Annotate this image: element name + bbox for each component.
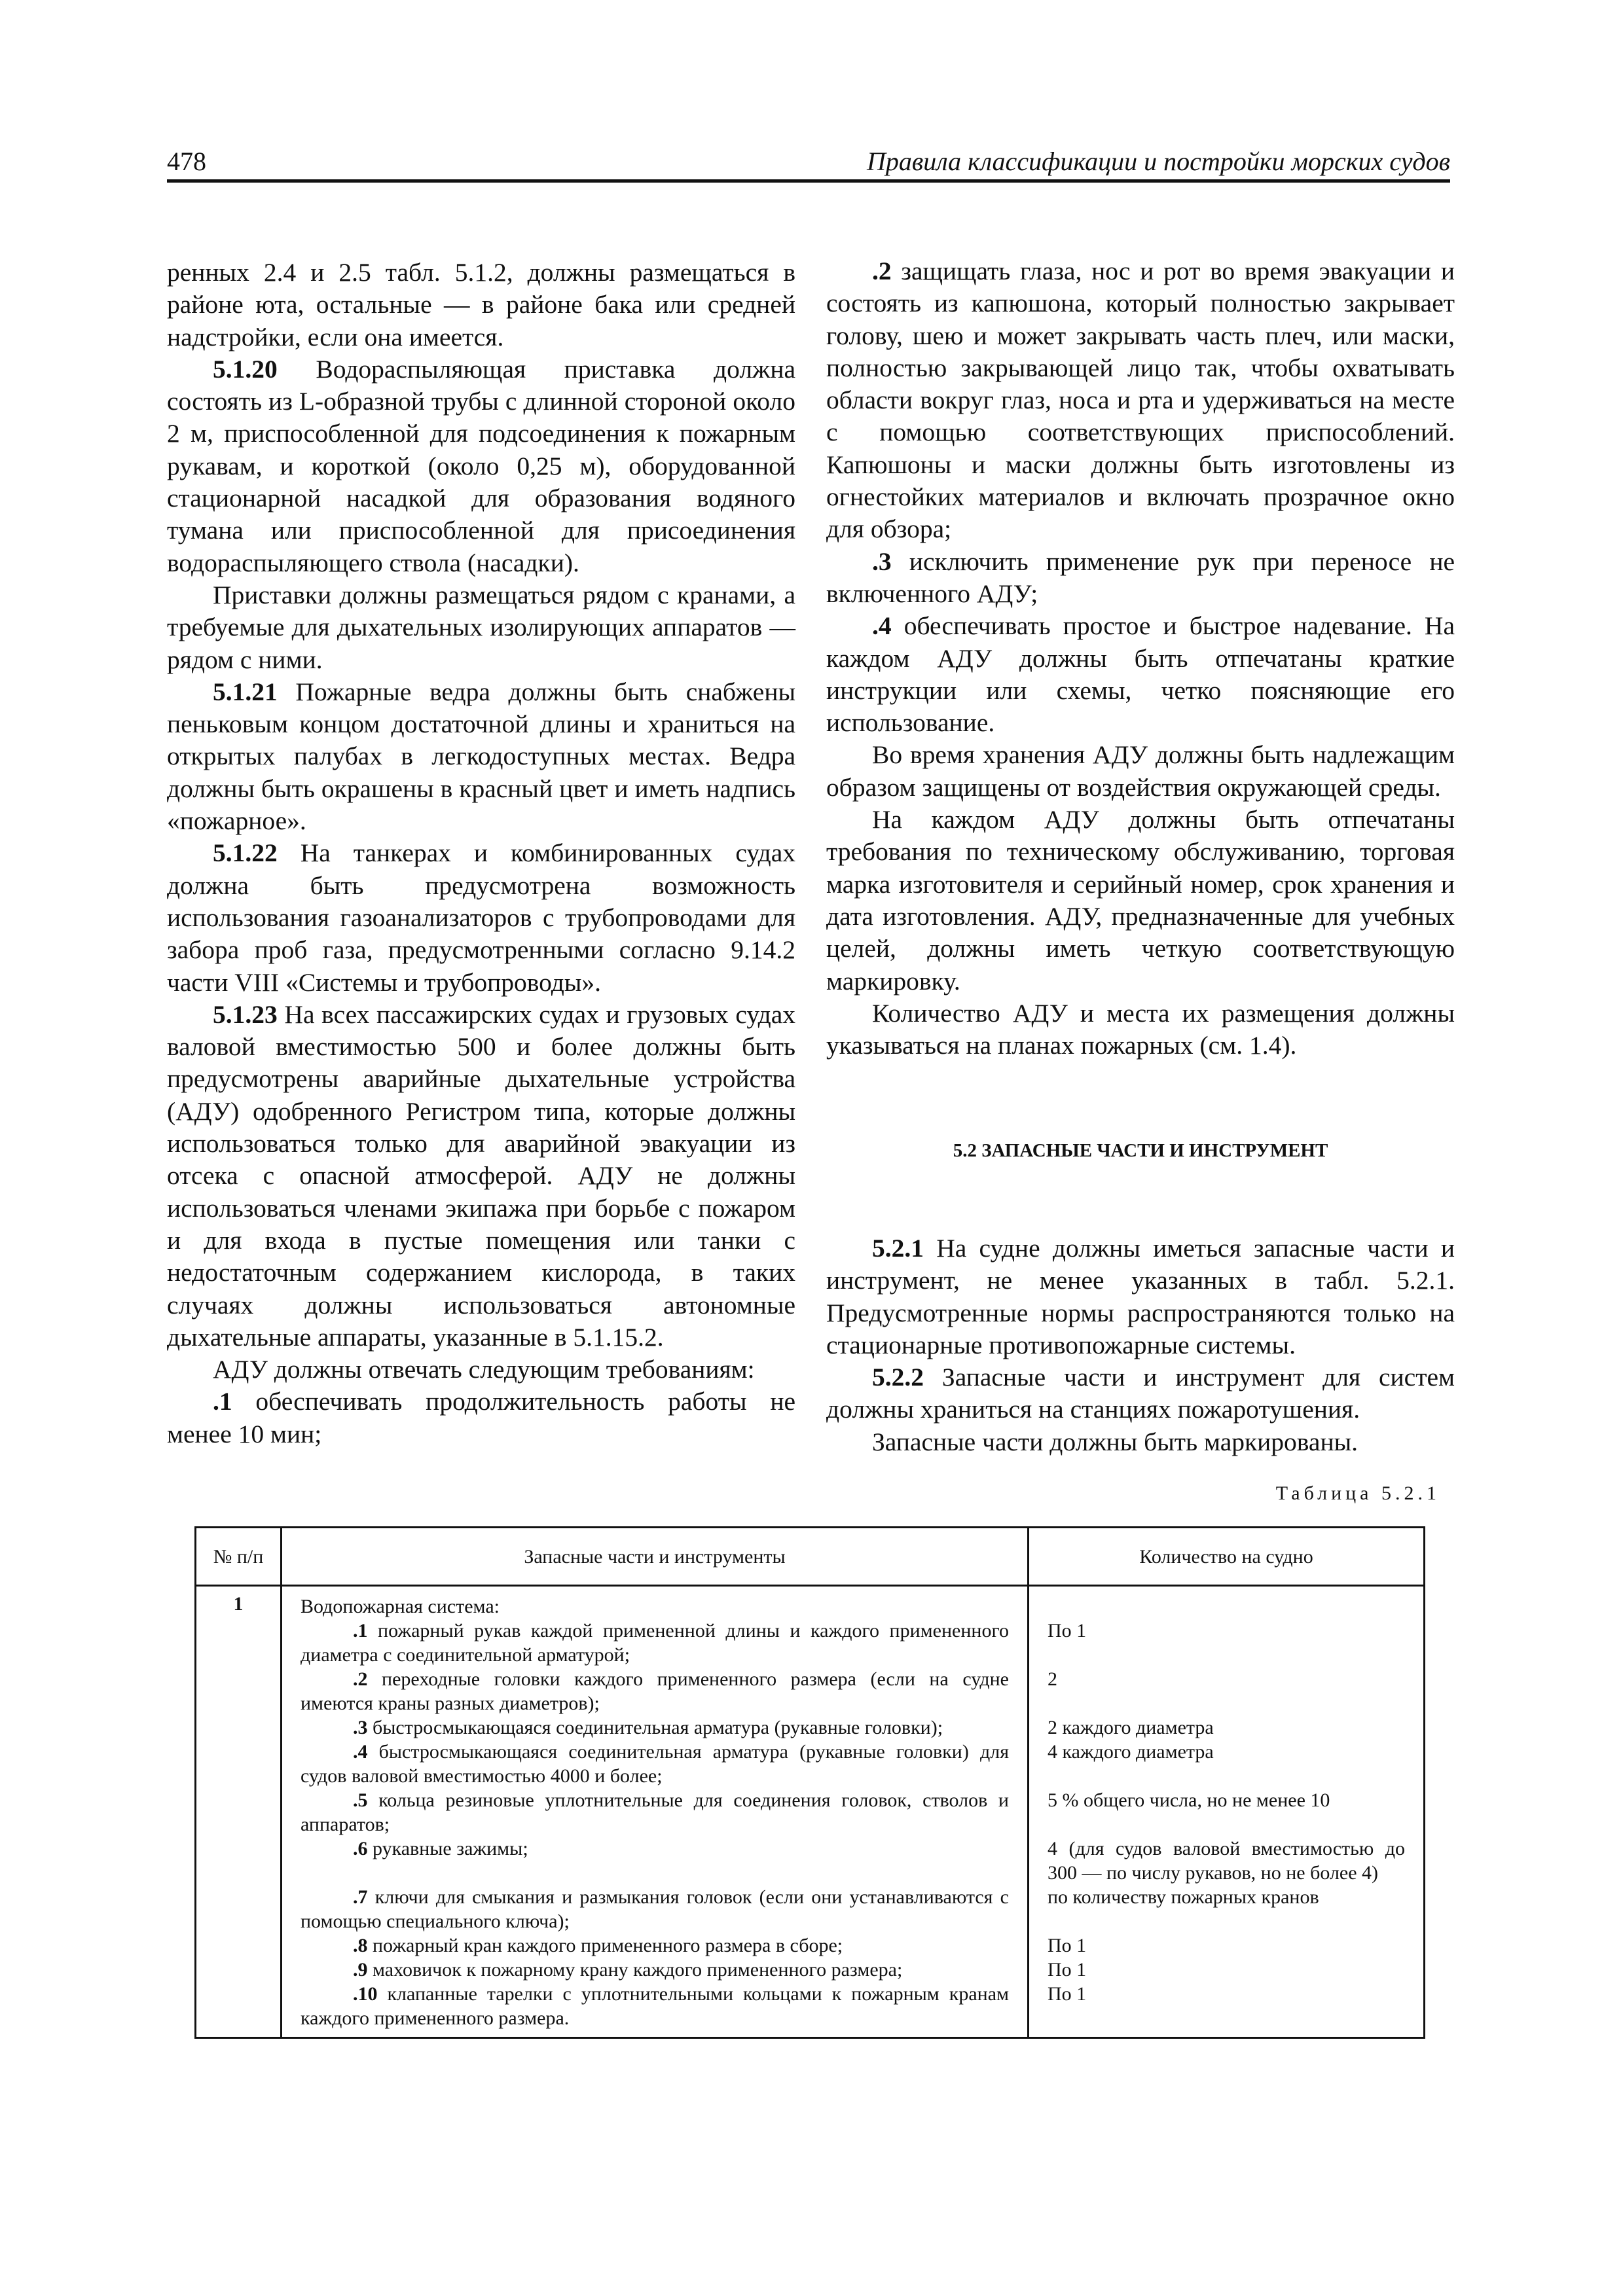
item-number: .1	[353, 1620, 368, 1641]
left-paragraph	[167, 579, 795, 676]
clause-number: 5.2.2	[872, 1363, 924, 1392]
clause-number: 5.1.20	[213, 354, 278, 384]
left-paragraph	[167, 676, 795, 837]
paragraph-text: Запасные части должны быть маркированы.	[872, 1427, 1359, 1456]
table-item	[301, 1667, 1009, 1715]
section-paragraph	[826, 1426, 1455, 1458]
left-paragraph	[167, 1386, 795, 1450]
table-caption: Таблица 5.2.1	[1275, 1482, 1440, 1504]
system-group-label: Водопожарная система:	[301, 1596, 500, 1617]
item-text: быстросмыкающаяся соединительная арматура (рукавные головки) для судов валовой вместимостью 4000 и более;	[301, 1741, 1009, 1787]
item-quantity: 5 % общего числа, но не менее 10	[1048, 1789, 1330, 1811]
paragraph-text: Количество АДУ и места их размещения должны указываться на планах пожарных (см. 1.4).	[826, 998, 1455, 1060]
clause-number: 5.1.21	[213, 677, 278, 706]
item-number: .8	[353, 1935, 368, 1956]
item-number: .3	[353, 1717, 368, 1738]
table-item	[301, 1619, 1009, 1667]
right-paragraph	[826, 610, 1455, 739]
item-quantity: по количеству пожарных кранов	[1048, 1886, 1319, 1908]
header-quantity: Количество на судно	[1029, 1528, 1425, 1586]
clause-number: .4	[872, 611, 892, 641]
item-text: кольца резиновые уплотнительные для соединения головок, стволов и аппаратов;	[301, 1789, 1009, 1835]
item-number: .4	[353, 1741, 368, 1763]
item-text: быстросмыкающаяся соединительная арматура (рукавные головки);	[367, 1717, 943, 1738]
item-text: пожарный рукав каждой примененной длины и каждого примененного диаметра с соединительной арматурой;	[301, 1620, 1009, 1666]
left-paragraph	[167, 257, 795, 353]
item-number: .10	[353, 1983, 378, 2005]
quantity-spacer	[1048, 1594, 1405, 1619]
item-number: .9	[353, 1959, 368, 1981]
item-text: переходные головки каждого примененного размера (если на судне имеются краны разных диаметров);	[301, 1668, 1009, 1714]
right-column	[826, 255, 1455, 1062]
table-item	[301, 1933, 1009, 1958]
quantity-cell	[1029, 1586, 1425, 2038]
section-paragraph	[826, 1232, 1455, 1361]
clause-number: .1	[213, 1387, 232, 1416]
paragraph-text: На судне должны иметься запасные части и инструмент, не менее указанных в табл. 5.2.1. Предусмотренные нормы распространяются только на стационарные противопожарные системы.	[826, 1234, 1455, 1359]
row-number: 1	[196, 1586, 282, 2038]
right-paragraph	[826, 255, 1455, 546]
clause-number: .3	[872, 547, 892, 576]
clause-number: 5.1.22	[213, 838, 278, 868]
item-text: ключи для смыкания и размыкания головок (если они устанавливаются с помощью специального ключа);	[301, 1886, 1009, 1932]
item-text: рукавные зажимы;	[367, 1838, 528, 1859]
item-number: .2	[353, 1668, 368, 1690]
table-item	[301, 1837, 1009, 1885]
left-column	[167, 257, 795, 1450]
item-quantity: 2 каждого диаметра	[1048, 1717, 1214, 1738]
page-number: 478	[167, 147, 206, 176]
header-parts: Запасные части и инструменты	[282, 1528, 1029, 1586]
running-title: Правила классификации и постройки морских судов	[866, 147, 1450, 176]
paragraph-text: АДУ должны отвечать следующим требованиям:	[213, 1355, 755, 1384]
table-item	[301, 1885, 1009, 1933]
right-paragraph	[826, 546, 1455, 611]
clause-number: 5.1.23	[213, 999, 278, 1029]
left-paragraph	[167, 1354, 795, 1386]
paragraph-text: исключить применение рук при переносе не включенного АДУ;	[826, 547, 1455, 608]
paragraph-text: обеспечивать продолжительность работы не менее 10 мин;	[167, 1387, 795, 1448]
table-item	[301, 1958, 1009, 1982]
paragraph-text: На всех пассажирских судах и грузовых судах валовой вместимостью 500 и более должны быть предусмотрены аварийные дыхательные устройства (АДУ) одобренного Регистром типа, которые должны использоваться только для аварийной эвакуации из отсека с опасной атмосферой. АДУ не должны использоваться членами экипажа при борьбе с пожаром и для входа в пустые помещения или танки с недостаточным содержанием кислорода, в таких случаях должны использоваться автономные дыхательные аппараты, указанные в 5.1.15.2.	[167, 999, 795, 1352]
clause-number: .2	[872, 257, 892, 285]
paragraph-text: Пожарные ведра должны быть снабжены пеньковым концом достаточной длины и храниться на открытых палубах в легкодоступных местах. Ведра должны быть окрашены в красный цвет и иметь надпись «пожарное».	[167, 677, 795, 836]
right-paragraph	[826, 739, 1455, 804]
paragraph-text: Водораспыляющая приставка должна состоять из L-образной трубы с длинной стороной около 2 м, приспособленной для подсоединения к пожарным рукавам, и короткой (около 0,25 м), оборудованной стационарной насадкой для образования водяного тумана или приспособленной для присоединения водораспыляющего ствола (насадки).	[167, 354, 795, 577]
paragraph-text: На танкерах и комбинированных судах должна быть предусмотрена возможность использования газоанализаторов с трубопроводами для забора проб газа, предусмотренными согласно 9.14.2 части VIII «Системы и трубопроводы».	[167, 838, 795, 997]
paragraph-text: Запасные части и инструмент для систем должны храниться на станциях пожаротушения.	[826, 1363, 1455, 1424]
page-header	[167, 145, 1450, 183]
item-quantity: 4 каждого диаметра	[1048, 1741, 1214, 1763]
spare-parts-table	[194, 1526, 1425, 2039]
paragraph-text: Во время хранения АДУ должны быть надлежащим образом защищены от воздействия окружающей среды.	[826, 740, 1455, 802]
item-quantity: По 1	[1048, 1935, 1087, 1956]
header-number: № п/п	[196, 1528, 282, 1586]
item-number: .5	[353, 1789, 368, 1811]
paragraph-text: На каждом АДУ должны быть отпечатаны требования по техническому обслуживанию, торговая марка изготовителя и серийный номер, срок хранения и дата изготовления. АДУ, предназначенные для учебных целей, должны иметь четкую соответствующую маркировку.	[826, 805, 1455, 996]
right-paragraph	[826, 997, 1455, 1062]
table-item	[301, 1788, 1009, 1837]
table-item	[301, 1715, 1009, 1740]
left-paragraph	[167, 837, 795, 998]
item-quantity: По 1	[1048, 1983, 1087, 2005]
item-quantity: 2	[1048, 1668, 1057, 1690]
left-paragraph	[167, 353, 795, 579]
clause-number: 5.2.1	[872, 1234, 924, 1263]
item-quantity: По 1	[1048, 1959, 1087, 1981]
left-paragraph	[167, 999, 795, 1354]
item-text: пожарный кран каждого примененного размера в сборе;	[367, 1935, 843, 1956]
paragraph-text: обеспечивать простое и быстрое надевание. На каждом АДУ должны быть отпечатаны краткие инструкции или схемы, четко поясняющие его использование.	[826, 611, 1455, 738]
section-title: 5.2 ЗАПАСНЫЕ ЧАСТИ И ИНСТРУМЕНТ	[953, 1140, 1328, 1161]
paragraph-text: Приставки должны размещаться рядом с кранами, а требуемые для дыхательных изолирующих аппаратов — рядом с ними.	[167, 580, 795, 674]
section-paragraph	[826, 1361, 1455, 1426]
table-item	[301, 1740, 1009, 1788]
paragraph-text: ренных 2.4 и 2.5 табл. 5.1.2, должны размещаться в районе юта, остальные — в районе бака или средней надстройки, если она имеется.	[167, 258, 795, 351]
paragraph-text: защищать глаза, нос и рот во время эвакуации и состоять из капюшона, который полностью закрывает голову, шею и может закрывать часть плеч, или маски, полностью закрывающей лицо так, чтобы охватывать области вокруг глаз, носа и рта и удерживаться на месте с помощью соответствующих приспособлений. Капюшоны и маски должны быть изготовлены из огнестойких материалов и включать прозрачное окно для обзора;	[826, 257, 1455, 544]
item-text: клапанные тарелки с уплотнительными кольцами к пожарным кранам каждого примененного размера.	[301, 1983, 1009, 2029]
table-item	[301, 1982, 1009, 2030]
item-text: маховичок к пожарному крану каждого примененного размера;	[367, 1959, 903, 1981]
item-number: .7	[353, 1886, 368, 1908]
item-quantity: 4 (для судов валовой вместимостью до 300 — по числу рукавов, но не более 4)	[1048, 1838, 1405, 1884]
section-paragraphs	[826, 1232, 1455, 1458]
parts-cell	[282, 1586, 1029, 2038]
item-number: .6	[353, 1838, 368, 1859]
item-quantity: По 1	[1048, 1620, 1087, 1641]
right-paragraph	[826, 804, 1455, 997]
